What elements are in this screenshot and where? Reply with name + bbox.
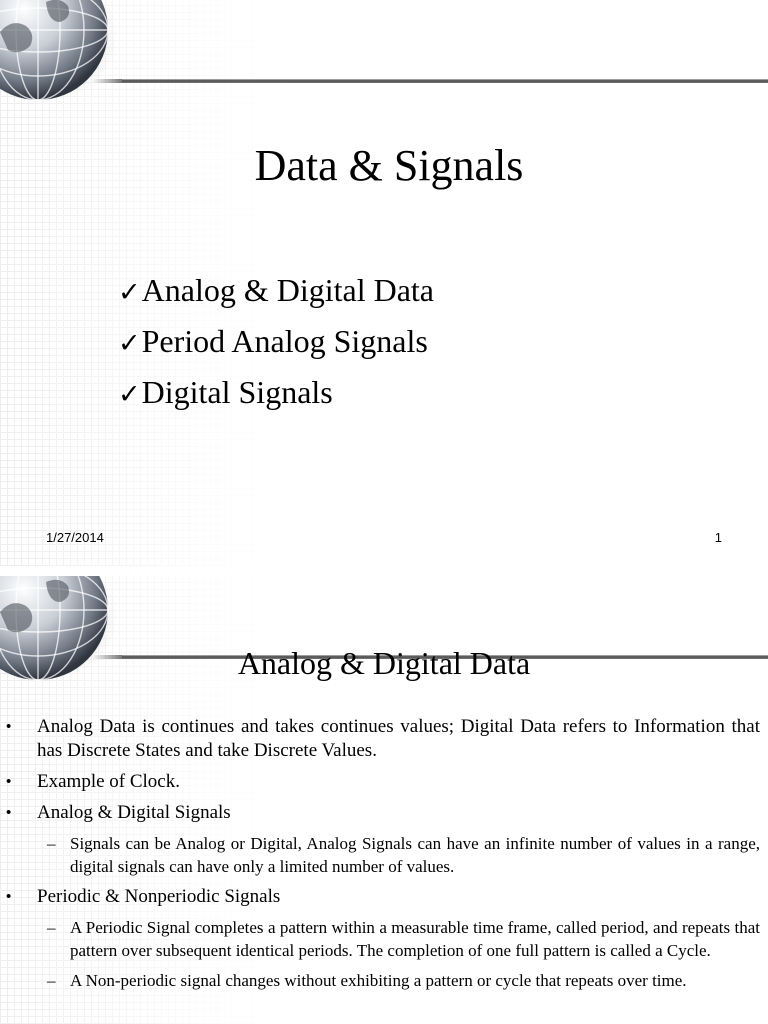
checklist-item bbox=[118, 368, 434, 419]
footer-date: 1/27/2014 bbox=[46, 530, 104, 545]
check-icon: ✓ bbox=[118, 328, 141, 359]
bullet-icon: • bbox=[6, 888, 12, 905]
checklist-item-label: Analog & Digital Data bbox=[141, 272, 434, 308]
bullet-item bbox=[6, 885, 760, 909]
bullet-text: Example of Clock. bbox=[37, 771, 180, 792]
bullet-icon: • bbox=[6, 773, 12, 790]
dash-icon: – bbox=[47, 918, 56, 937]
bullet-text: Analog Data is continues and takes continues values; Digital Data refers to Information that has Discrete States and take Discrete Values. bbox=[37, 716, 760, 761]
dash-icon: – bbox=[47, 834, 56, 853]
sub-bullet-text: Signals can be Analog or Digital, Analog Signals can have an infinite number of values in a range, digital signals can have only a limited number of values. bbox=[70, 834, 760, 876]
bullet-icon: • bbox=[6, 718, 12, 735]
bullet-text: Analog & Digital Signals bbox=[37, 802, 231, 823]
globe-icon bbox=[0, 0, 116, 102]
bullet-list bbox=[6, 715, 760, 999]
slide-title: Analog & Digital Data bbox=[237, 645, 531, 681]
sub-bullet-item bbox=[6, 969, 760, 992]
page-number: 1 bbox=[714, 530, 722, 545]
sub-bullet-text: A Non-periodic signal changes without exhibiting a pattern or cycle that repeats over time. bbox=[70, 971, 687, 990]
sub-bullet-item bbox=[6, 832, 760, 878]
bullet-item bbox=[6, 770, 760, 794]
checklist bbox=[118, 266, 434, 419]
checklist-item bbox=[118, 266, 434, 317]
checklist-item-label: Period Analog Signals bbox=[141, 323, 428, 359]
checklist-item bbox=[118, 317, 434, 368]
slide-separator bbox=[0, 566, 768, 576]
dash-icon: – bbox=[47, 971, 56, 990]
divider-line bbox=[122, 79, 768, 83]
checklist-item-label: Digital Signals bbox=[141, 374, 333, 410]
check-icon: ✓ bbox=[118, 277, 141, 308]
sub-bullet-item bbox=[6, 916, 760, 962]
bullet-icon: • bbox=[6, 804, 12, 821]
slide-2 bbox=[0, 576, 768, 1024]
bullet-text: Periodic & Nonperiodic Signals bbox=[37, 886, 281, 907]
check-icon: ✓ bbox=[118, 379, 141, 410]
sub-bullet-text: A Periodic Signal completes a pattern within a measurable time frame, called period, and repeats that pattern over subsequent identical periods. The completion of one full pattern is called a Cycle. bbox=[70, 918, 760, 960]
slide-title: Data & Signals bbox=[254, 141, 524, 190]
bullet-item bbox=[6, 715, 760, 763]
bullet-item bbox=[6, 801, 760, 825]
